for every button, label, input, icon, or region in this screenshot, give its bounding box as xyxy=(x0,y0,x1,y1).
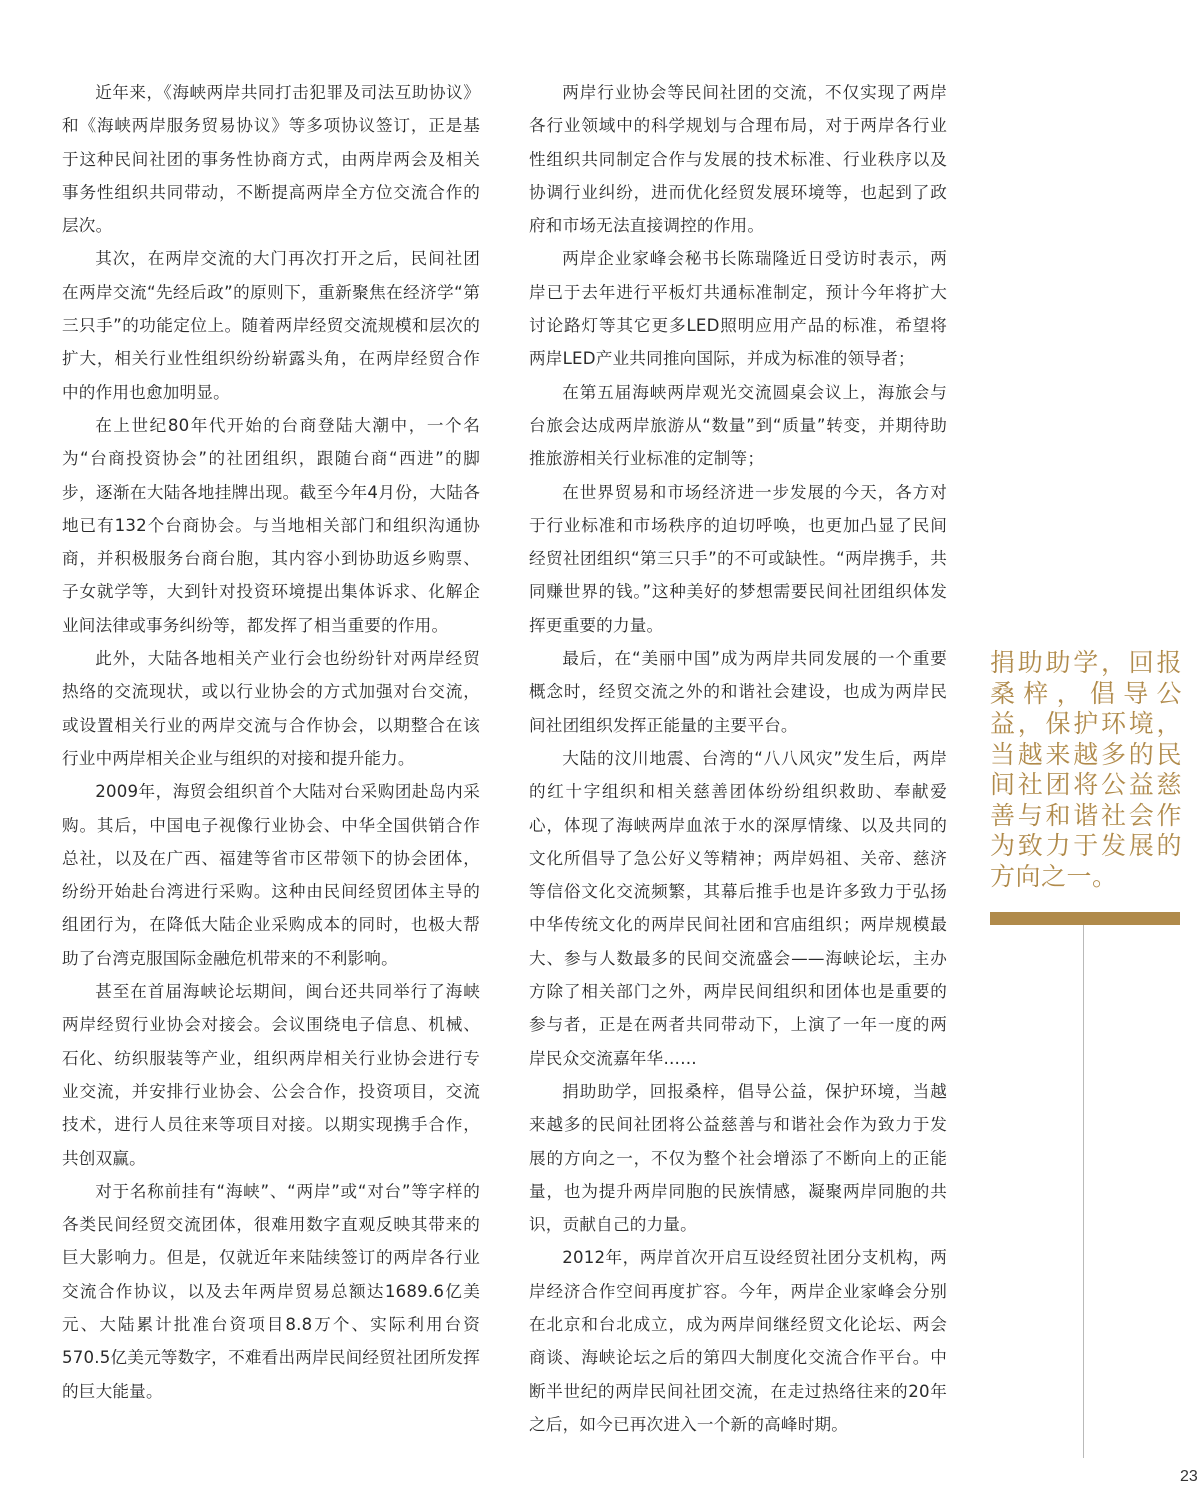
paragraph: 其次，在两岸交流的大门再次打开之后，民间社团在两岸交流“先经后政”的原则下，重新聚焦在经济学“第三只手”的功能定位上。随着两岸经贸交流规模和层次的扩大，相关行业性组织纷纷崭露头角，在两岸经贸合作中的作用也愈加明显。 xyxy=(62,249,480,402)
article-column-left xyxy=(62,76,480,1408)
pull-quote-bar xyxy=(990,912,1180,925)
paragraph: 捐助助学，回报桑梓，倡导公益，保护环境，当越来越多的民间社团将公益慈善与和谐社会作为致力于发展的方向之一，不仅为整个社会增添了不断向上的正能量，也为提升两岸同胞的民族情感，凝聚两岸同胞的共识，贡献自己的力量。 xyxy=(529,1081,947,1235)
article-column-right xyxy=(529,76,947,1441)
paragraph: 在第五届海峡两岸观光交流圆桌会议上，海旅会与台旅会达成两岸旅游从“数量”到“质量”转变，并期待助推旅游相关行业标准的定制等； xyxy=(529,382,947,469)
paragraph: 在上世纪80年代开始的台商登陆大潮中，一个名为“台商投资协会”的社团组织，跟随台商“西进”的脚步，逐渐在大陆各地挂牌出现。截至今年4月份，大陆各地已有132个台商协会。与当地相关部门和组织沟通协商，并积极服务台商台胞，其内容小到协助返乡购票、子女就学等，大到针对投资环境提出集体诉求、化解企业间法律或事务纠纷等，都发挥了相当重要的作用。 xyxy=(62,415,480,635)
pull-quote: 捐助助学，回报桑梓，倡导公益，保护环境，当越来越多的民间社团将公益慈善与和谐社会作为致力于发展的方向之一。 xyxy=(990,648,1182,891)
paragraph: 甚至在首届海峡论坛期间，闽台还共同举行了海峡两岸经贸行业协会对接会。会议围绕电子信息、机械、石化、纺织服装等产业，组织两岸相关行业协会进行专业交流，并安排行业协会、公会合作，投资项目，交流技术，进行人员往来等项目对接。以期实现携手合作，共创双赢。 xyxy=(62,982,480,1168)
paragraph: 两岸企业家峰会秘书长陈瑞隆近日受访时表示，两岸已于去年进行平板灯共通标准制定，预计今年将扩大讨论路灯等其它更多LED照明应用产品的标准，希望将两岸LED产业共同推向国际，并成为标准的领导者； xyxy=(529,249,947,369)
page-number: 23 xyxy=(1180,1468,1198,1485)
paragraph: 大陆的汶川地震、台湾的“八八风灾”发生后，两岸的红十字组织和相关慈善团体纷纷组织救助、奉献爱心，体现了海峡两岸血浓于水的深厚情缘、以及共同的文化所倡导了急公好义等精神；两岸妈祖、关帝、慈济等信俗文化交流频繁，其幕后推手也是许多致力于弘扬中华传统文化的两岸民间社团和宫庙组织；两岸规模最大、参与人数最多的民间交流盛会——海峡论坛，主办方除了相关部门之外，两岸民间组织和团体也是重要的参与者，正是在两者共同带动下，上演了一年一度的两岸民众交流嘉年华…… xyxy=(529,748,947,1068)
paragraph: 对于名称前挂有“海峡”、“两岸”或“对台”等字样的各类民间经贸交流团体，很难用数字直观反映其带来的巨大影响力。但是，仅就近年来陆续签订的两岸各行业交流合作协议，以及去年两岸贸易总额达1689.6亿美元、大陆累计批准台资项目8.8万个、实际利用台资570.5亿美元等数字，不难看出两岸民间经贸社团所发挥的巨大能量。 xyxy=(62,1181,480,1401)
paragraph: 最后，在“美丽中国”成为两岸共同发展的一个重要概念时，经贸交流之外的和谐社会建设，也成为两岸民间社团组织发挥正能量的主要平台。 xyxy=(529,649,947,735)
paragraph: 在世界贸易和市场经济进一步发展的今天，各方对于行业标准和市场秩序的迫切呼唤，也更加凸显了民间经贸社团组织“第三只手”的不可或缺性。“两岸携手，共同赚世界的钱。”这种美好的梦想需要民间社团组织体发挥更重要的力量。 xyxy=(529,482,947,635)
paragraph: 近年来，《海峡两岸共同打击犯罪及司法互助协议》和《海峡两岸服务贸易协议》等多项协议签订，正是基于这种民间社团的事务性协商方式，由两岸两会及相关事务性组织共同带动，不断提高两岸全方位交流合作的层次。 xyxy=(62,83,480,236)
paragraph: 两岸行业协会等民间社团的交流，不仅实现了两岸各行业领域中的科学规划与合理布局，对于两岸各行业性组织共同制定合作与发展的技术标准、行业秩序以及协调行业纠纷，进而优化经贸发展环境等，也起到了政府和市场无法直接调控的作用。 xyxy=(529,83,947,236)
vertical-rule xyxy=(1083,925,1084,1458)
paragraph: 2012年，两岸首次开启互设经贸社团分支机构，两岸经济合作空间再度扩容。今年，两岸企业家峰会分别在北京和台北成立，成为两岸间继经贸文化论坛、两会商谈、海峡论坛之后的第四大制度化交流合作平台。中断半世纪的两岸民间社团交流，在走过热络往来的20年之后，如今已再次进入一个新的高峰时期。 xyxy=(529,1248,947,1434)
paragraph: 2009年，海贸会组织首个大陆对台采购团赴岛内采购。其后，中国电子视像行业协会、中华全国供销合作总社，以及在广西、福建等省市区带领下的协会团体，纷纷开始赴台湾进行采购。这种由民间经贸团体主导的组团行为，在降低大陆企业采购成本的同时，也极大帮助了台湾克服国际金融危机带来的不利影响。 xyxy=(62,782,480,968)
paragraph: 此外，大陆各地相关产业行会也纷纷针对两岸经贸热络的交流现状，或以行业协会的方式加强对台交流，或设置相关行业的两岸交流与合作协会，以期整合在该行业中两岸相关企业与组织的对接和提升能力。 xyxy=(62,649,480,768)
